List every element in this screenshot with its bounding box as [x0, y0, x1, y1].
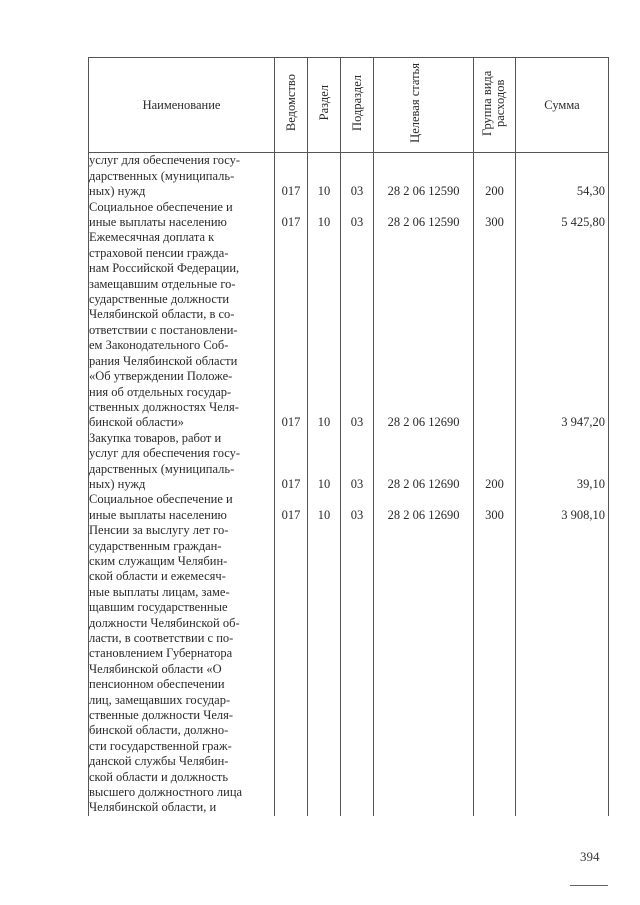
row-name: Закупка товаров, работ и услуг для обеспечения госу- дарственных (муниципаль- ных) нужд [89, 431, 275, 493]
row-article [374, 523, 474, 816]
row-article: 28 2 06 12690 [374, 431, 474, 493]
row-dept: 017 [275, 230, 308, 430]
row-section: 10 [308, 200, 341, 231]
row-group [474, 230, 516, 430]
header-expense-group: Группа вида расходов [474, 58, 516, 153]
row-subsection [341, 523, 374, 816]
row-article: 28 2 06 12590 [374, 200, 474, 231]
row-group: 200 [474, 153, 516, 200]
header-department: Ведомство [275, 58, 308, 153]
row-section: 10 [308, 230, 341, 430]
row-article: 28 2 06 12690 [374, 492, 474, 523]
row-subsection: 03 [341, 431, 374, 493]
row-subsection: 03 [341, 230, 374, 430]
row-article: 28 2 06 12590 [374, 153, 474, 200]
row-subsection: 03 [341, 492, 374, 523]
row-amount: 5 425,80 [516, 200, 609, 231]
header-amount: Сумма [516, 58, 609, 153]
budget-table [88, 57, 609, 816]
table-row [89, 230, 609, 430]
row-group: 300 [474, 492, 516, 523]
row-name: услуг для обеспечения госу- дарственных (муниципаль- ных) нужд [89, 153, 275, 200]
row-section [308, 523, 341, 816]
row-group [474, 523, 516, 816]
row-amount: 3 908,10 [516, 492, 609, 523]
row-amount: 54,30 [516, 153, 609, 200]
row-group: 200 [474, 431, 516, 493]
row-section: 10 [308, 492, 341, 523]
row-section: 10 [308, 431, 341, 493]
table-row [89, 153, 609, 200]
row-name: Социальное обеспечение и иные выплаты населению [89, 492, 275, 523]
row-amount: 39,10 [516, 431, 609, 493]
row-amount [516, 523, 609, 816]
row-group: 300 [474, 200, 516, 231]
header-target-article: Целевая статья [374, 58, 474, 153]
row-dept: 017 [275, 153, 308, 200]
row-amount: 3 947,20 [516, 230, 609, 430]
table-row [89, 200, 609, 231]
row-dept: 017 [275, 492, 308, 523]
row-subsection: 03 [341, 200, 374, 231]
row-article: 28 2 06 12690 [374, 230, 474, 430]
footer-rule [570, 885, 608, 886]
table-header-row [89, 58, 609, 153]
row-section: 10 [308, 153, 341, 200]
row-subsection: 03 [341, 153, 374, 200]
row-dept: 017 [275, 200, 308, 231]
row-dept: 017 [275, 431, 308, 493]
header-section: Раздел [308, 58, 341, 153]
table-row [89, 431, 609, 493]
table-row [89, 492, 609, 523]
header-subsection: Подраздел [341, 58, 374, 153]
header-name: Наименование [89, 58, 275, 153]
page-number: 394 [580, 849, 600, 864]
row-name: Социальное обеспечение и иные выплаты населению [89, 200, 275, 231]
row-dept [275, 523, 308, 816]
row-name: Пенсии за выслугу лет го- сударственным граждан- ским служащим Челябин- ской области и ежемесяч- ные выплаты лицам, заме- щавшим государственные должности Челябинской об- ласти, в соответствии с по- становлением Губернатора Челябинской области «О пенсионном обеспечении лиц, замещавших государ- ственные должности Челя- бинской области, должно- сти государственной граж- данской службы Челябин- ской области и должность высшего должностного лица Челябинской области, и [89, 523, 275, 816]
table-row [89, 523, 609, 816]
row-name: Ежемесячная доплата к страховой пенсии гражда- нам Российской Федерации, замещавшим отдельные го- сударственные должности Челябинской области, в со- ответствии с постановлени- ем Законодательного Соб- рания Челябинской области «Об утверждении Положе- ния об отдельных государ- ственных должностях Челя- бинской области» [89, 230, 275, 430]
